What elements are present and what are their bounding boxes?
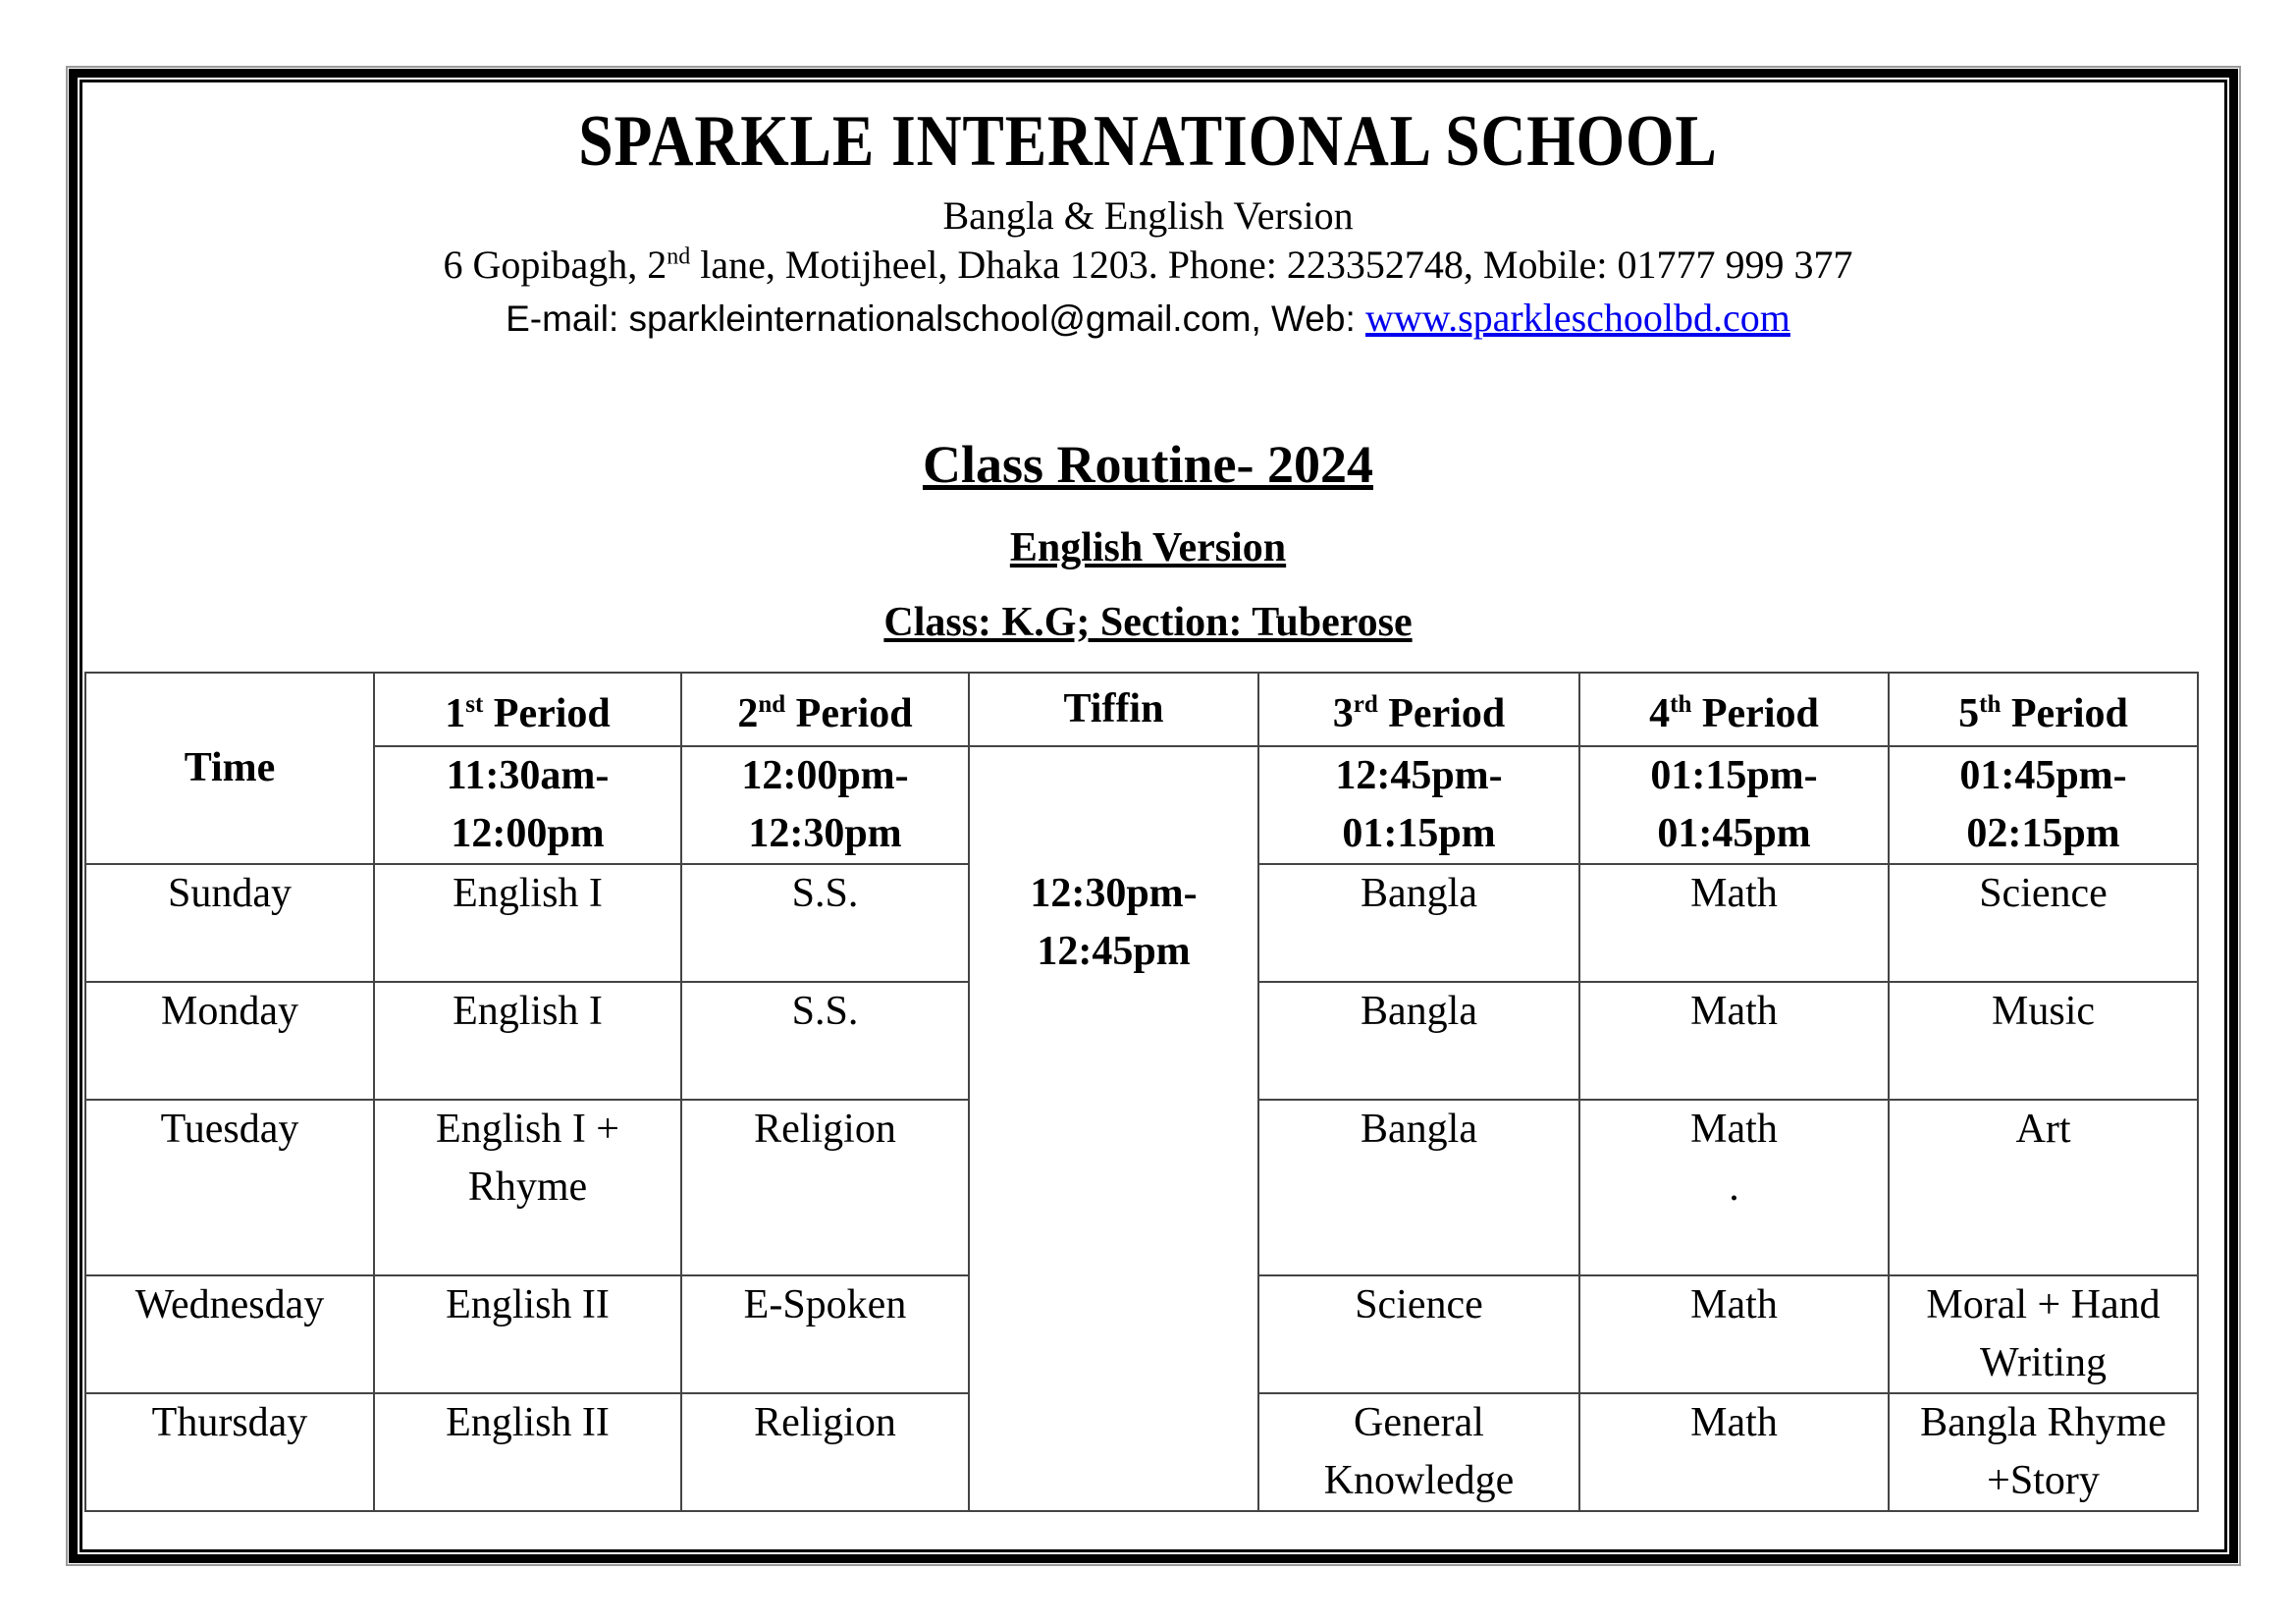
header-row: [85, 673, 2198, 746]
school-contact: E-mail: sparkleinternationalschool@gmail.com, Web: www.sparkleschoolbd.com: [506, 296, 1790, 340]
school-version: Bangla & English Version: [942, 193, 1354, 238]
subject-cell: E-Spoken: [681, 1275, 969, 1393]
subject-cell: Bangla: [1258, 864, 1579, 982]
period-header: 5th Period: [1889, 673, 2198, 746]
period-header: 4th Period: [1579, 673, 1889, 746]
period-header: 3rd Period: [1258, 673, 1579, 746]
subject-cell: English II: [374, 1393, 681, 1511]
subject-cell: Bangla: [1258, 1100, 1579, 1275]
subject-cell: Science: [1258, 1275, 1579, 1393]
subject-cell: English I: [374, 982, 681, 1100]
period-time-cell: 12:45pm- 01:15pm: [1258, 746, 1579, 864]
subject-cell: English I + Rhyme: [374, 1100, 681, 1275]
period-time-cell: 11:30am- 12:00pm: [374, 746, 681, 864]
subject-cell: Math: [1579, 982, 1889, 1100]
subject-cell: Religion: [681, 1100, 969, 1275]
subject-cell: Moral + Hand Writing: [1889, 1275, 2198, 1393]
subject-cell: English I: [374, 864, 681, 982]
subject-cell: Music: [1889, 982, 2198, 1100]
period-time-cell: 01:15pm- 01:45pm: [1579, 746, 1889, 864]
subject-cell: Bangla Rhyme +Story: [1889, 1393, 2198, 1511]
period-header: 2nd Period: [681, 673, 969, 746]
day-cell: Monday: [85, 982, 374, 1100]
day-cell: Thursday: [85, 1393, 374, 1511]
tiffin-time-cell: 12:30pm- 12:45pm: [969, 746, 1258, 1511]
subject-cell: Bangla: [1258, 982, 1579, 1100]
subject-cell: S.S.: [681, 864, 969, 982]
period-header: Tiffin: [969, 673, 1258, 746]
page-subtitle: English Version: [1009, 525, 1287, 570]
subject-cell: Math .: [1579, 1100, 1889, 1275]
subject-cell: Math: [1579, 1393, 1889, 1511]
time-row: [85, 746, 2198, 864]
subject-cell: S.S.: [681, 982, 969, 1100]
time-header: Time: [85, 673, 374, 864]
subject-cell: Art: [1889, 1100, 2198, 1275]
subject-cell: General Knowledge: [1258, 1393, 1579, 1511]
period-time-cell: 01:45pm- 02:15pm: [1889, 746, 2198, 864]
subject-cell: Science: [1889, 864, 2198, 982]
school-name: SPARKLE INTERNATIONAL SCHOOL: [578, 101, 1718, 182]
subject-cell: Math: [1579, 864, 1889, 982]
period-time-cell: 12:00pm- 12:30pm: [681, 746, 969, 864]
routine-table: [84, 672, 2199, 1512]
subject-cell: Math: [1579, 1275, 1889, 1393]
day-cell: Wednesday: [85, 1275, 374, 1393]
class-section: Class: K.G; Section: Tuberose: [883, 600, 1413, 645]
page-title: Class Routine- 2024: [922, 435, 1374, 494]
period-header: 1st Period: [374, 673, 681, 746]
day-cell: Sunday: [85, 864, 374, 982]
school-address: 6 Gopibagh, 2nd lane, Motijheel, Dhaka 1203. Phone: 223352748, Mobile: 01777 999 377: [443, 243, 1853, 287]
subject-cell: Religion: [681, 1393, 969, 1511]
subject-cell: English II: [374, 1275, 681, 1393]
website-link[interactable]: www.sparkleschoolbd.com: [1365, 296, 1790, 340]
day-cell: Tuesday: [85, 1100, 374, 1275]
